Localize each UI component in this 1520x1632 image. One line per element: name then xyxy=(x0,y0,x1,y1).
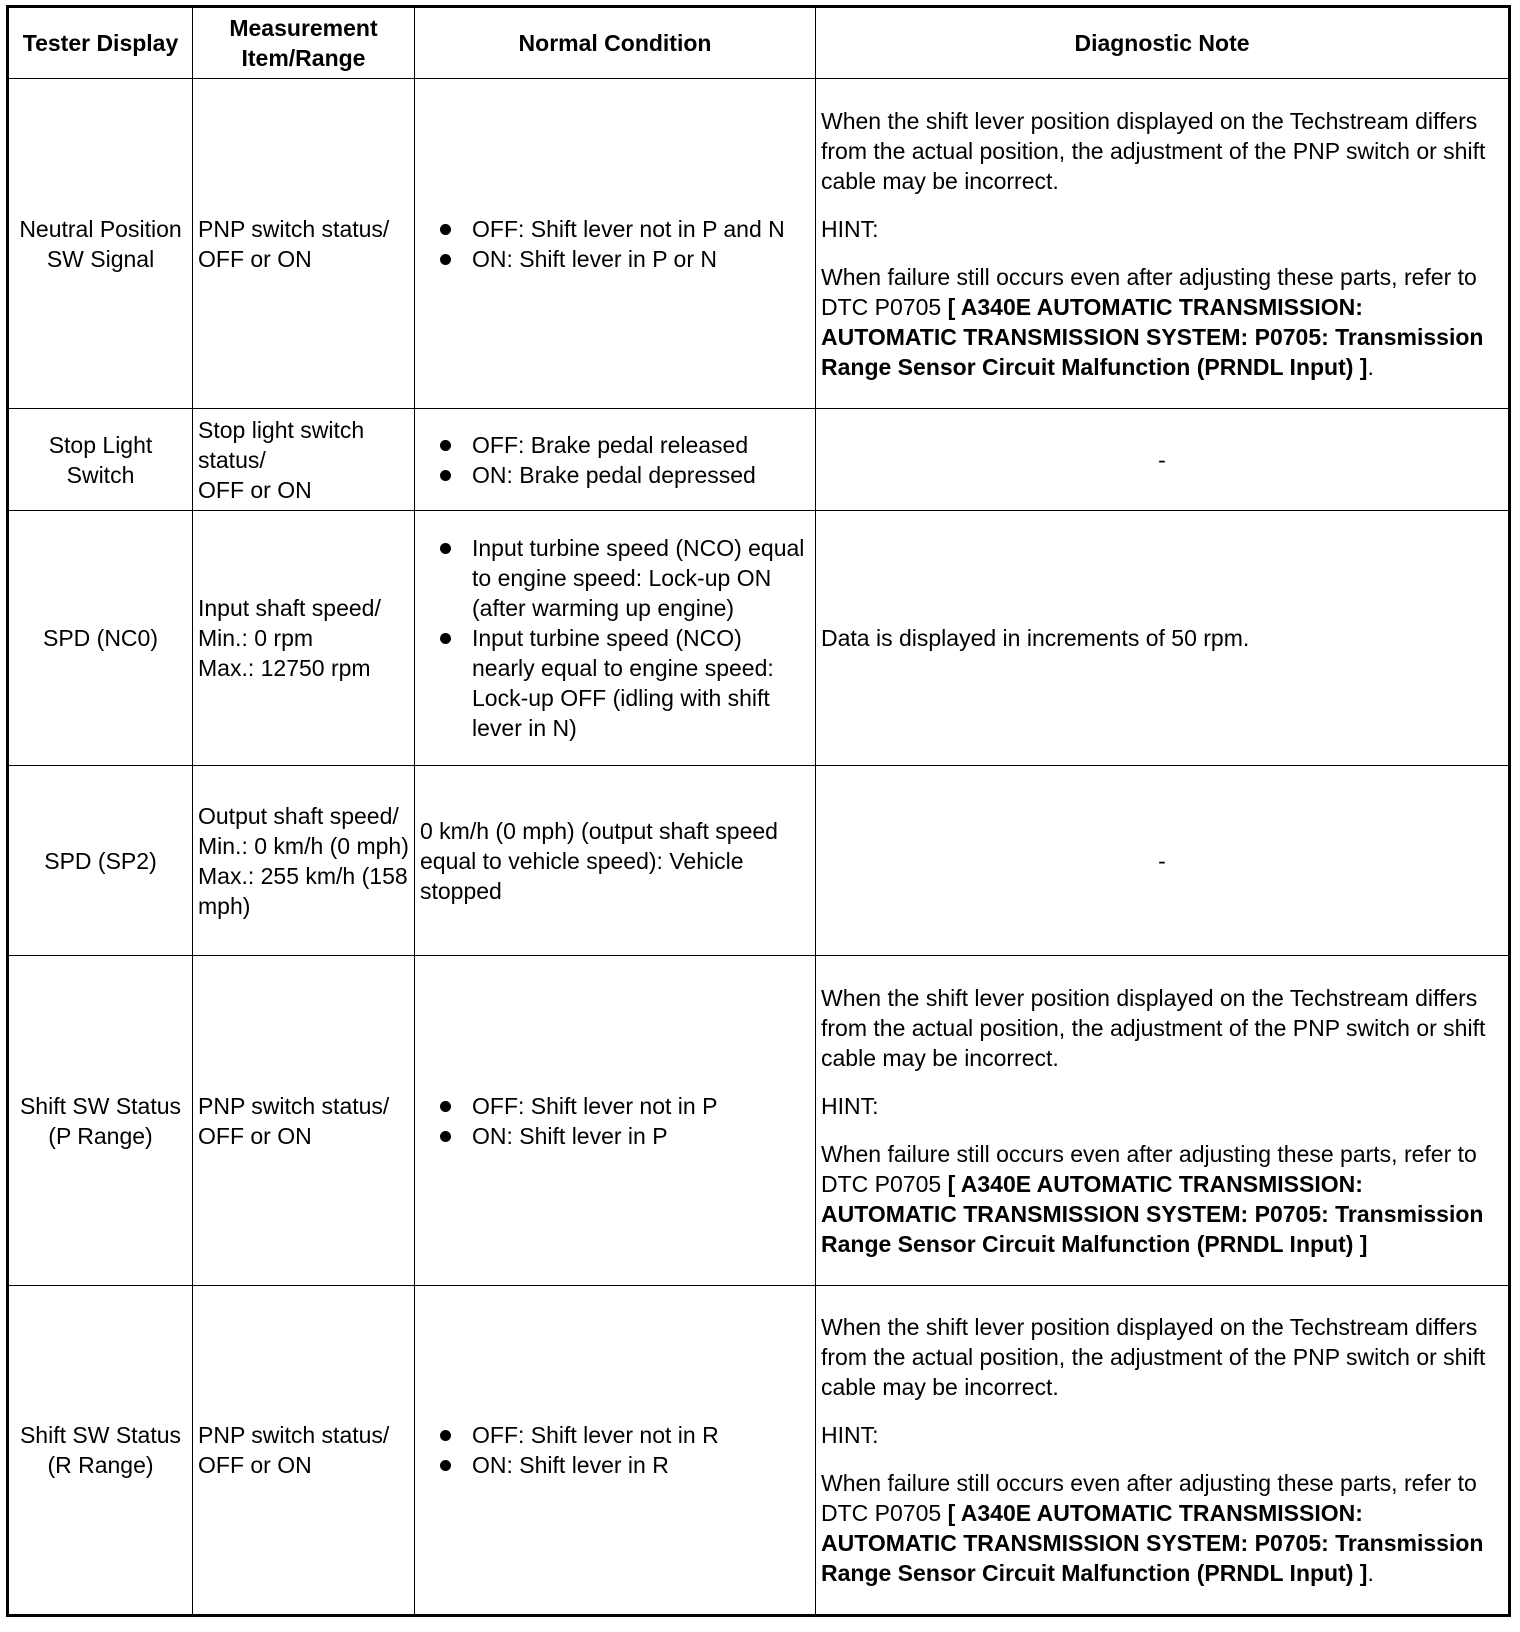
diagnostic-note-cell xyxy=(816,956,1510,1286)
note-hint: HINT: xyxy=(821,1422,879,1448)
condition-bullet: ON: Shift lever in P xyxy=(440,1121,810,1151)
measurement-cell: PNP switch status/ OFF or ON xyxy=(193,956,415,1286)
note-paragraph xyxy=(821,1468,1503,1588)
measurement-cell: Output shaft speed/ Min.: 0 km/h (0 mph) Max.: 255 km/h (158 mph) xyxy=(193,766,415,956)
diagnostic-note-cell: - xyxy=(816,766,1510,956)
measurement-cell: PNP switch status/ OFF or ON xyxy=(193,1286,415,1616)
tester-display-cell: Neutral Position SW Signal xyxy=(8,79,193,409)
measurement-cell: PNP switch status/ OFF or ON xyxy=(193,79,415,409)
dtc-reference-link[interactable]: [ A340E AUTOMATIC TRANSMISSION: AUTOMATIC TRANSMISSION SYSTEM: P0705: Transmission Range Sensor Circuit Malfunction (PRNDL Input) ] xyxy=(821,1500,1484,1586)
header-normal-condition: Normal Condition xyxy=(415,7,816,79)
normal-condition-cell xyxy=(415,956,816,1286)
tester-display-cell: Shift SW Status (P Range) xyxy=(8,956,193,1286)
diagnostic-note-cell xyxy=(816,79,1510,409)
header-tester-display: Tester Display xyxy=(8,7,193,79)
note-paragraph: When the shift lever position displayed on the Techstream differs from the actual position, the adjustment of the PNP switch or shift cable may be incorrect. xyxy=(821,984,1486,1071)
diagnostic-note-cell xyxy=(816,1286,1510,1616)
note-text: When failure still occurs even after adjusting these parts, refer to DTC P0705 xyxy=(821,1140,1477,1197)
dtc-reference-link[interactable]: [ A340E AUTOMATIC TRANSMISSION: AUTOMATIC TRANSMISSION SYSTEM: P0705: Transmission Range Sensor Circuit Malfunction (PRNDL Input) ] xyxy=(821,1170,1484,1257)
table-row xyxy=(8,766,1510,956)
note-end: . xyxy=(1367,353,1374,380)
condition-bullet: OFF: Shift lever not in R xyxy=(440,1420,810,1450)
header-diagnostic-note: Diagnostic Note xyxy=(816,7,1510,79)
table-row xyxy=(8,79,1510,409)
condition-bullet: ON: Brake pedal depressed xyxy=(440,460,810,490)
data-list-table xyxy=(6,5,1511,1617)
table-row xyxy=(8,1286,1510,1616)
note-paragraph xyxy=(821,262,1503,382)
note-paragraph xyxy=(821,1139,1503,1259)
condition-bullet: Input turbine speed (NCO) equal to engine speed: Lock-up ON (after warming up engine) xyxy=(440,533,810,623)
condition-bullet: OFF: Brake pedal released xyxy=(440,430,810,460)
normal-condition-cell xyxy=(415,511,816,766)
note-hint: HINT: xyxy=(821,215,879,242)
diagnostic-note-cell: Data is displayed in increments of 50 rpm. xyxy=(816,511,1510,766)
diagnostic-note-cell: - xyxy=(816,409,1510,511)
tester-display-cell: SPD (NC0) xyxy=(8,511,193,766)
header-measurement: Measurement Item/Range xyxy=(193,7,415,79)
note-paragraph: When the shift lever position displayed on the Techstream differs from the actual position, the adjustment of the PNP switch or shift cable may be incorrect. xyxy=(821,1314,1486,1400)
normal-condition-cell xyxy=(415,409,816,511)
condition-bullet: ON: Shift lever in P or N xyxy=(440,244,810,274)
note-hint: HINT: xyxy=(821,1092,879,1119)
tester-display-cell: Stop Light Switch xyxy=(8,409,193,511)
note-text: When failure still occurs even after adjusting these parts, refer to DTC P0705 xyxy=(821,1470,1477,1526)
condition-bullet: ON: Shift lever in R xyxy=(440,1450,810,1480)
normal-condition-cell: 0 km/h (0 mph) (output shaft speed equal to vehicle speed): Vehicle stopped xyxy=(415,766,816,956)
normal-condition-cell xyxy=(415,79,816,409)
header-row xyxy=(8,7,1510,79)
table-row xyxy=(8,956,1510,1286)
table-row xyxy=(8,511,1510,766)
note-paragraph: When the shift lever position displayed on the Techstream differs from the actual position, the adjustment of the PNP switch or shift cable may be incorrect. xyxy=(821,107,1486,194)
tester-display-cell: SPD (SP2) xyxy=(8,766,193,956)
measurement-cell: Stop light switch status/ OFF or ON xyxy=(193,409,415,511)
normal-condition-cell xyxy=(415,1286,816,1616)
condition-bullet: OFF: Shift lever not in P and N xyxy=(440,214,810,244)
tester-display-cell: Shift SW Status (R Range) xyxy=(8,1286,193,1616)
dtc-reference-link[interactable]: [ A340E AUTOMATIC TRANSMISSION: AUTOMATIC TRANSMISSION SYSTEM: P0705: Transmission Range Sensor Circuit Malfunction (PRNDL Input) ] xyxy=(821,293,1484,380)
condition-bullet: Input turbine speed (NCO) nearly equal to engine speed: Lock-up OFF (idling with shift lever in N) xyxy=(440,623,810,743)
note-text: When failure still occurs even after adjusting these parts, refer to DTC P0705 xyxy=(821,263,1477,320)
measurement-cell: Input shaft speed/ Min.: 0 rpm Max.: 12750 rpm xyxy=(193,511,415,766)
condition-bullet: OFF: Shift lever not in P xyxy=(440,1091,810,1121)
table-row xyxy=(8,409,1510,511)
note-end: . xyxy=(1367,1560,1374,1586)
